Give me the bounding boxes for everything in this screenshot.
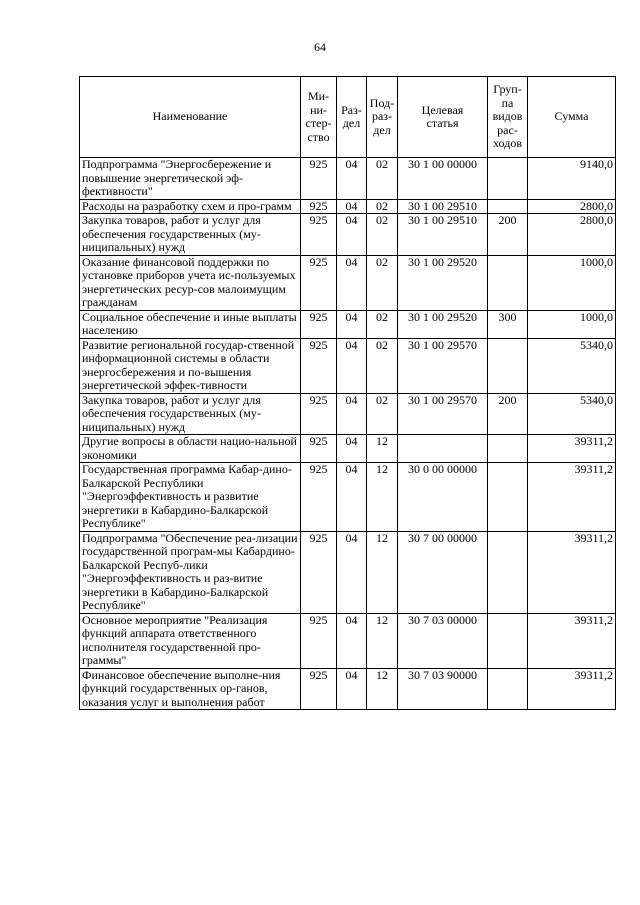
row-razdel: 04 <box>337 435 367 463</box>
row-target-article <box>398 435 488 463</box>
row-razdel: 04 <box>337 214 367 256</box>
header-expense-group: Груп- па видов рас- ходов <box>488 77 528 158</box>
table-row <box>80 214 616 256</box>
row-ministry: 925 <box>301 199 337 214</box>
row-sum: 39311,2 <box>528 463 616 532</box>
row-razdel: 04 <box>337 668 367 710</box>
row-razdel: 04 <box>337 310 367 338</box>
row-razdel: 04 <box>337 255 367 310</box>
row-name: Расходы на разработку схем и про-грамм <box>80 199 301 214</box>
row-expense-group <box>488 463 528 532</box>
row-podrazdel: 12 <box>367 613 398 668</box>
row-ministry: 925 <box>301 668 337 710</box>
row-ministry: 925 <box>301 158 337 200</box>
row-podrazdel: 02 <box>367 338 398 393</box>
row-sum: 9140,0 <box>528 158 616 200</box>
row-ministry: 925 <box>301 393 337 435</box>
row-expense-group: 300 <box>488 310 528 338</box>
row-target-article: 30 1 00 29510 <box>398 214 488 256</box>
row-razdel: 04 <box>337 158 367 200</box>
row-podrazdel: 02 <box>367 393 398 435</box>
row-expense-group: 200 <box>488 393 528 435</box>
row-podrazdel: 12 <box>367 463 398 532</box>
row-expense-group <box>488 158 528 200</box>
row-ministry: 925 <box>301 310 337 338</box>
table-row <box>80 531 616 613</box>
row-podrazdel: 12 <box>367 531 398 613</box>
table-row <box>80 613 616 668</box>
row-sum: 5340,0 <box>528 338 616 393</box>
table-row <box>80 310 616 338</box>
row-podrazdel: 02 <box>367 310 398 338</box>
row-sum: 39311,2 <box>528 668 616 710</box>
table-row <box>80 199 616 214</box>
row-razdel: 04 <box>337 463 367 532</box>
row-ministry: 925 <box>301 338 337 393</box>
row-name: Подпрограмма "Энергосбережение и повышение энергетической эф-фективности" <box>80 158 301 200</box>
row-expense-group <box>488 199 528 214</box>
table-row <box>80 463 616 532</box>
row-expense-group <box>488 435 528 463</box>
row-expense-group <box>488 613 528 668</box>
row-podrazdel: 02 <box>367 255 398 310</box>
row-ministry: 925 <box>301 214 337 256</box>
table-header-row <box>80 77 616 158</box>
page-number: 64 <box>314 40 326 54</box>
row-sum: 39311,2 <box>528 435 616 463</box>
row-sum: 2800,0 <box>528 199 616 214</box>
row-target-article: 30 1 00 29520 <box>398 310 488 338</box>
row-name: Финансовое обеспечение выполне-ния функций государственных ор-ганов, оказания услуг и выполнения работ <box>80 668 301 710</box>
row-sum: 39311,2 <box>528 531 616 613</box>
row-name: Развитие региональной государ-ственной информационной системы в области энергосбережения и по-вышения энергетической эффек-тивности <box>80 338 301 393</box>
row-razdel: 04 <box>337 393 367 435</box>
row-podrazdel: 02 <box>367 158 398 200</box>
row-target-article: 30 7 03 00000 <box>398 613 488 668</box>
row-name: Подпрограмма "Обеспечение реа-лизации государственной програм-мы Кабардино-Балкарской Респуб-лики "Энергоэффективность и раз-витие энергетики в Кабардино-Балкарской Республике" <box>80 531 301 613</box>
row-target-article: 30 1 00 00000 <box>398 158 488 200</box>
header-target-article: Целевая статья <box>398 77 488 158</box>
row-sum: 2800,0 <box>528 214 616 256</box>
row-sum: 39311,2 <box>528 613 616 668</box>
row-target-article: 30 0 00 00000 <box>398 463 488 532</box>
budget-table <box>79 76 616 710</box>
row-razdel: 04 <box>337 613 367 668</box>
row-razdel: 04 <box>337 338 367 393</box>
table-row <box>80 668 616 710</box>
table-row <box>80 338 616 393</box>
row-razdel: 04 <box>337 531 367 613</box>
row-expense-group <box>488 668 528 710</box>
row-podrazdel: 02 <box>367 214 398 256</box>
row-name: Закупка товаров, работ и услуг для обеспечения государственных (му-ниципальных) нужд <box>80 214 301 256</box>
row-podrazdel: 12 <box>367 668 398 710</box>
row-ministry: 925 <box>301 255 337 310</box>
row-podrazdel: 12 <box>367 435 398 463</box>
row-sum: 1000,0 <box>528 255 616 310</box>
row-name: Основное мероприятие "Реализация функций аппарата ответственного исполнителя государственной про-граммы" <box>80 613 301 668</box>
header-podrazdel: Под- раз- дел <box>367 77 398 158</box>
header-razdel: Раз- дел <box>337 77 367 158</box>
row-target-article: 30 7 03 90000 <box>398 668 488 710</box>
row-name: Закупка товаров, работ и услуг для обеспечения государственных (му-ниципальных) нужд <box>80 393 301 435</box>
row-name: Другие вопросы в области нацио-нальной экономики <box>80 435 301 463</box>
row-expense-group <box>488 531 528 613</box>
table-row <box>80 158 616 200</box>
table-row <box>80 393 616 435</box>
row-ministry: 925 <box>301 463 337 532</box>
row-name: Социальное обеспечение и иные выплаты населению <box>80 310 301 338</box>
header-name: Наименование <box>80 77 301 158</box>
row-target-article: 30 1 00 29570 <box>398 338 488 393</box>
row-target-article: 30 7 00 00000 <box>398 531 488 613</box>
row-target-article: 30 1 00 29520 <box>398 255 488 310</box>
row-expense-group <box>488 255 528 310</box>
header-sum: Сумма <box>528 77 616 158</box>
row-ministry: 925 <box>301 531 337 613</box>
row-razdel: 04 <box>337 199 367 214</box>
row-name: Оказание финансовой поддержки по установке приборов учета ис-пользуемых энергетических ресур-сов малоимущим гражданам <box>80 255 301 310</box>
row-ministry: 925 <box>301 613 337 668</box>
header-ministry: Ми- ни- стер- ство <box>301 77 337 158</box>
row-sum: 5340,0 <box>528 393 616 435</box>
row-target-article: 30 1 00 29570 <box>398 393 488 435</box>
row-podrazdel: 02 <box>367 199 398 214</box>
table-row <box>80 255 616 310</box>
row-sum: 1000,0 <box>528 310 616 338</box>
row-expense-group: 200 <box>488 214 528 256</box>
row-target-article: 30 1 00 29510 <box>398 199 488 214</box>
row-expense-group <box>488 338 528 393</box>
row-ministry: 925 <box>301 435 337 463</box>
row-name: Государственная программа Кабар-дино-Балкарской Республики "Энергоэффективность и развитие энергетики в Кабардино-Балкарской Республике" <box>80 463 301 532</box>
table-row <box>80 435 616 463</box>
